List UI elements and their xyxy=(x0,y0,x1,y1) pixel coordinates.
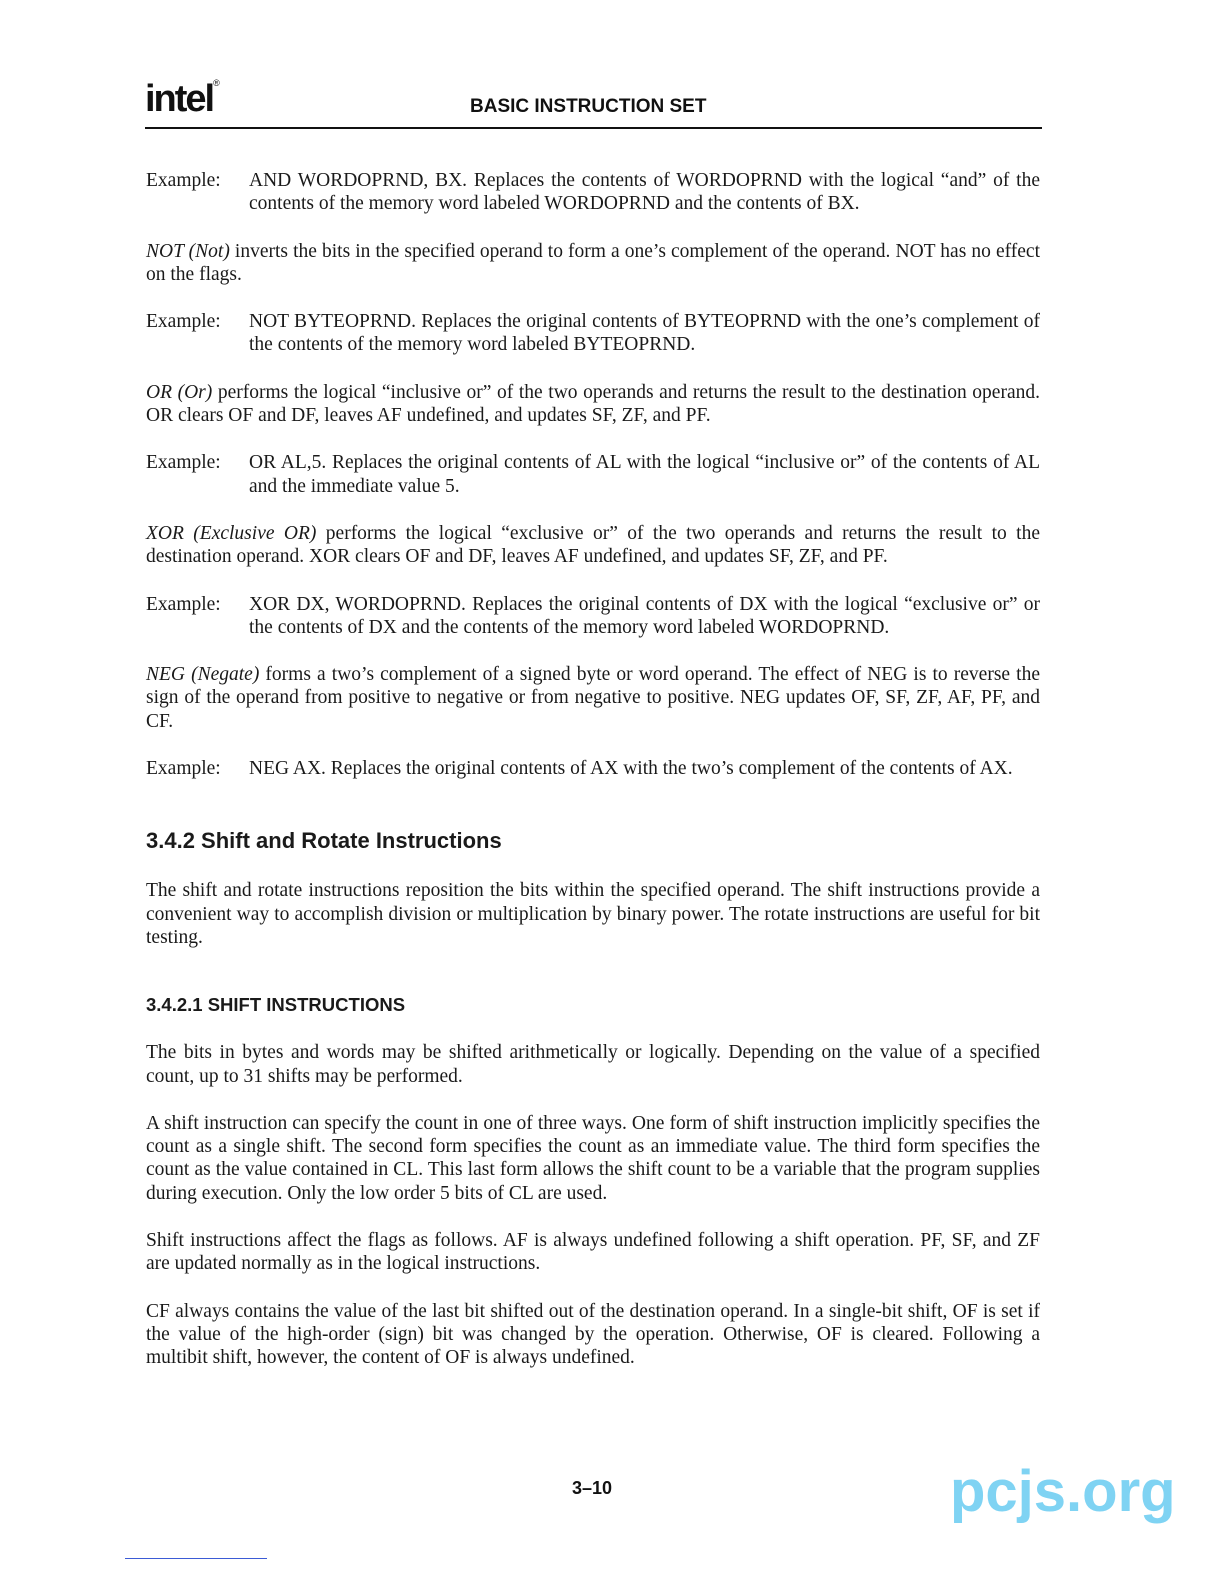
paragraph-not: NOT (Not) inverts the bits in the specified operand to form a one’s complement of the operand. NOT has no effect on the flags. xyxy=(146,240,1040,285)
example-label: Example: xyxy=(146,593,221,615)
term-xor: XOR (Exclusive OR) xyxy=(146,522,317,544)
example-neg xyxy=(146,757,1040,780)
example-and xyxy=(146,169,1040,216)
example-xor xyxy=(146,593,1040,640)
header-rule xyxy=(145,127,1042,129)
intel-logo: intel® xyxy=(145,78,220,120)
example-or xyxy=(146,451,1040,498)
example-text: NOT BYTEOPRND. Replaces the original contents of BYTEOPRND with the one’s complement of the contents of the memory word labeled BYTEOPRND. xyxy=(249,311,1040,356)
section-heading: 3.4.2 Shift and Rotate Instructions xyxy=(146,828,502,854)
term-not: NOT (Not) xyxy=(146,240,230,262)
shift-paragraph: CF always contains the value of the last bit shifted out of the destination operand. In a single-bit shift, OF is set if the value of the high-order (sign) bit was changed by the operation. Otherwise, OF is cleared. Following a multibit shift, however, the content of OF is always undefined. xyxy=(146,1300,1040,1369)
term-or: OR (Or) xyxy=(146,381,213,403)
example-label: Example: xyxy=(146,758,221,780)
example-text: OR AL,5. Replaces the original contents of AL with the logical “inclusive or” of the contents of AL and the immediate value 5. xyxy=(249,452,1040,497)
shift-paragraph: A shift instruction can specify the count in one of three ways. One form of shift instruction implicitly specifies the count as a single shift. The second form specifies the count as an immediate value. The third form specifies the count as the value contained in CL. This last form allows the shift count to be a variable that the program supplies during execution. Only the low order 5 bits of CL are used. xyxy=(146,1112,1040,1204)
example-text: NEG AX. Replaces the original contents of AX with the two’s complement of the contents of AX. xyxy=(249,758,1013,780)
watermark-link[interactable]: pcjs.org xyxy=(950,1459,1176,1524)
paragraph-or: OR (Or) performs the logical “inclusive or” of the two operands and returns the result to the destination operand. OR clears OF and DF, leaves AF undefined, and updates SF, ZF, and PF. xyxy=(146,381,1040,427)
shift-paragraph: The bits in bytes and words may be shifted arithmetically or logically. Depending on the value of a specified count, up to 31 shifts may be performed. xyxy=(146,1042,1040,1087)
section-intro: The shift and rotate instructions reposition the bits within the specified operand. The shift instructions provide a convenient way to accomplish division or multiplication by binary power. The rotate instructions are useful for bit testing. xyxy=(146,880,1040,948)
example-not xyxy=(146,310,1040,357)
header-title: BASIC INSTRUCTION SET xyxy=(470,96,707,117)
shift-paragraph: Shift instructions affect the flags as follows. AF is always undefined following a shift operation. PF, SF, and ZF are updated normally as in the logical instructions. xyxy=(146,1230,1040,1275)
example-label: Example: xyxy=(146,452,221,474)
page-number: 3–10 xyxy=(572,1478,613,1498)
paragraph-neg: NEG (Negate) forms a two’s complement of a signed byte or word operand. The effect of NEG is to reverse the sign of the operand from positive to negative or from negative to positive. NEG updates OF, SF, ZF, AF, PF, and CF. xyxy=(146,664,1040,732)
paragraph-xor: XOR (Exclusive OR) performs the logical “exclusive or” of the two operands and returns the result to the destination operand. XOR clears OF and DF, leaves AF undefined, and updates SF, ZF, and PF. xyxy=(146,522,1040,568)
example-label: Example: xyxy=(146,170,221,191)
bottom-rule xyxy=(125,1558,267,1559)
example-label: Example: xyxy=(146,311,221,333)
example-text: AND WORDOPRND, BX. Replaces the contents of WORDOPRND with the logical “and” of the contents of the memory word labeled WORDOPRND and the contents of BX. xyxy=(249,170,1040,215)
term-neg: NEG (Negate) xyxy=(146,664,260,686)
page-content xyxy=(146,169,1040,1394)
subsection-heading: 3.4.2.1 SHIFT INSTRUCTIONS xyxy=(146,994,406,1016)
example-text: XOR DX, WORDOPRND. Replaces the original contents of DX with the logical “exclusive or” or the contents of DX and the contents of the memory word labeled WORDOPRND. xyxy=(249,593,1040,638)
